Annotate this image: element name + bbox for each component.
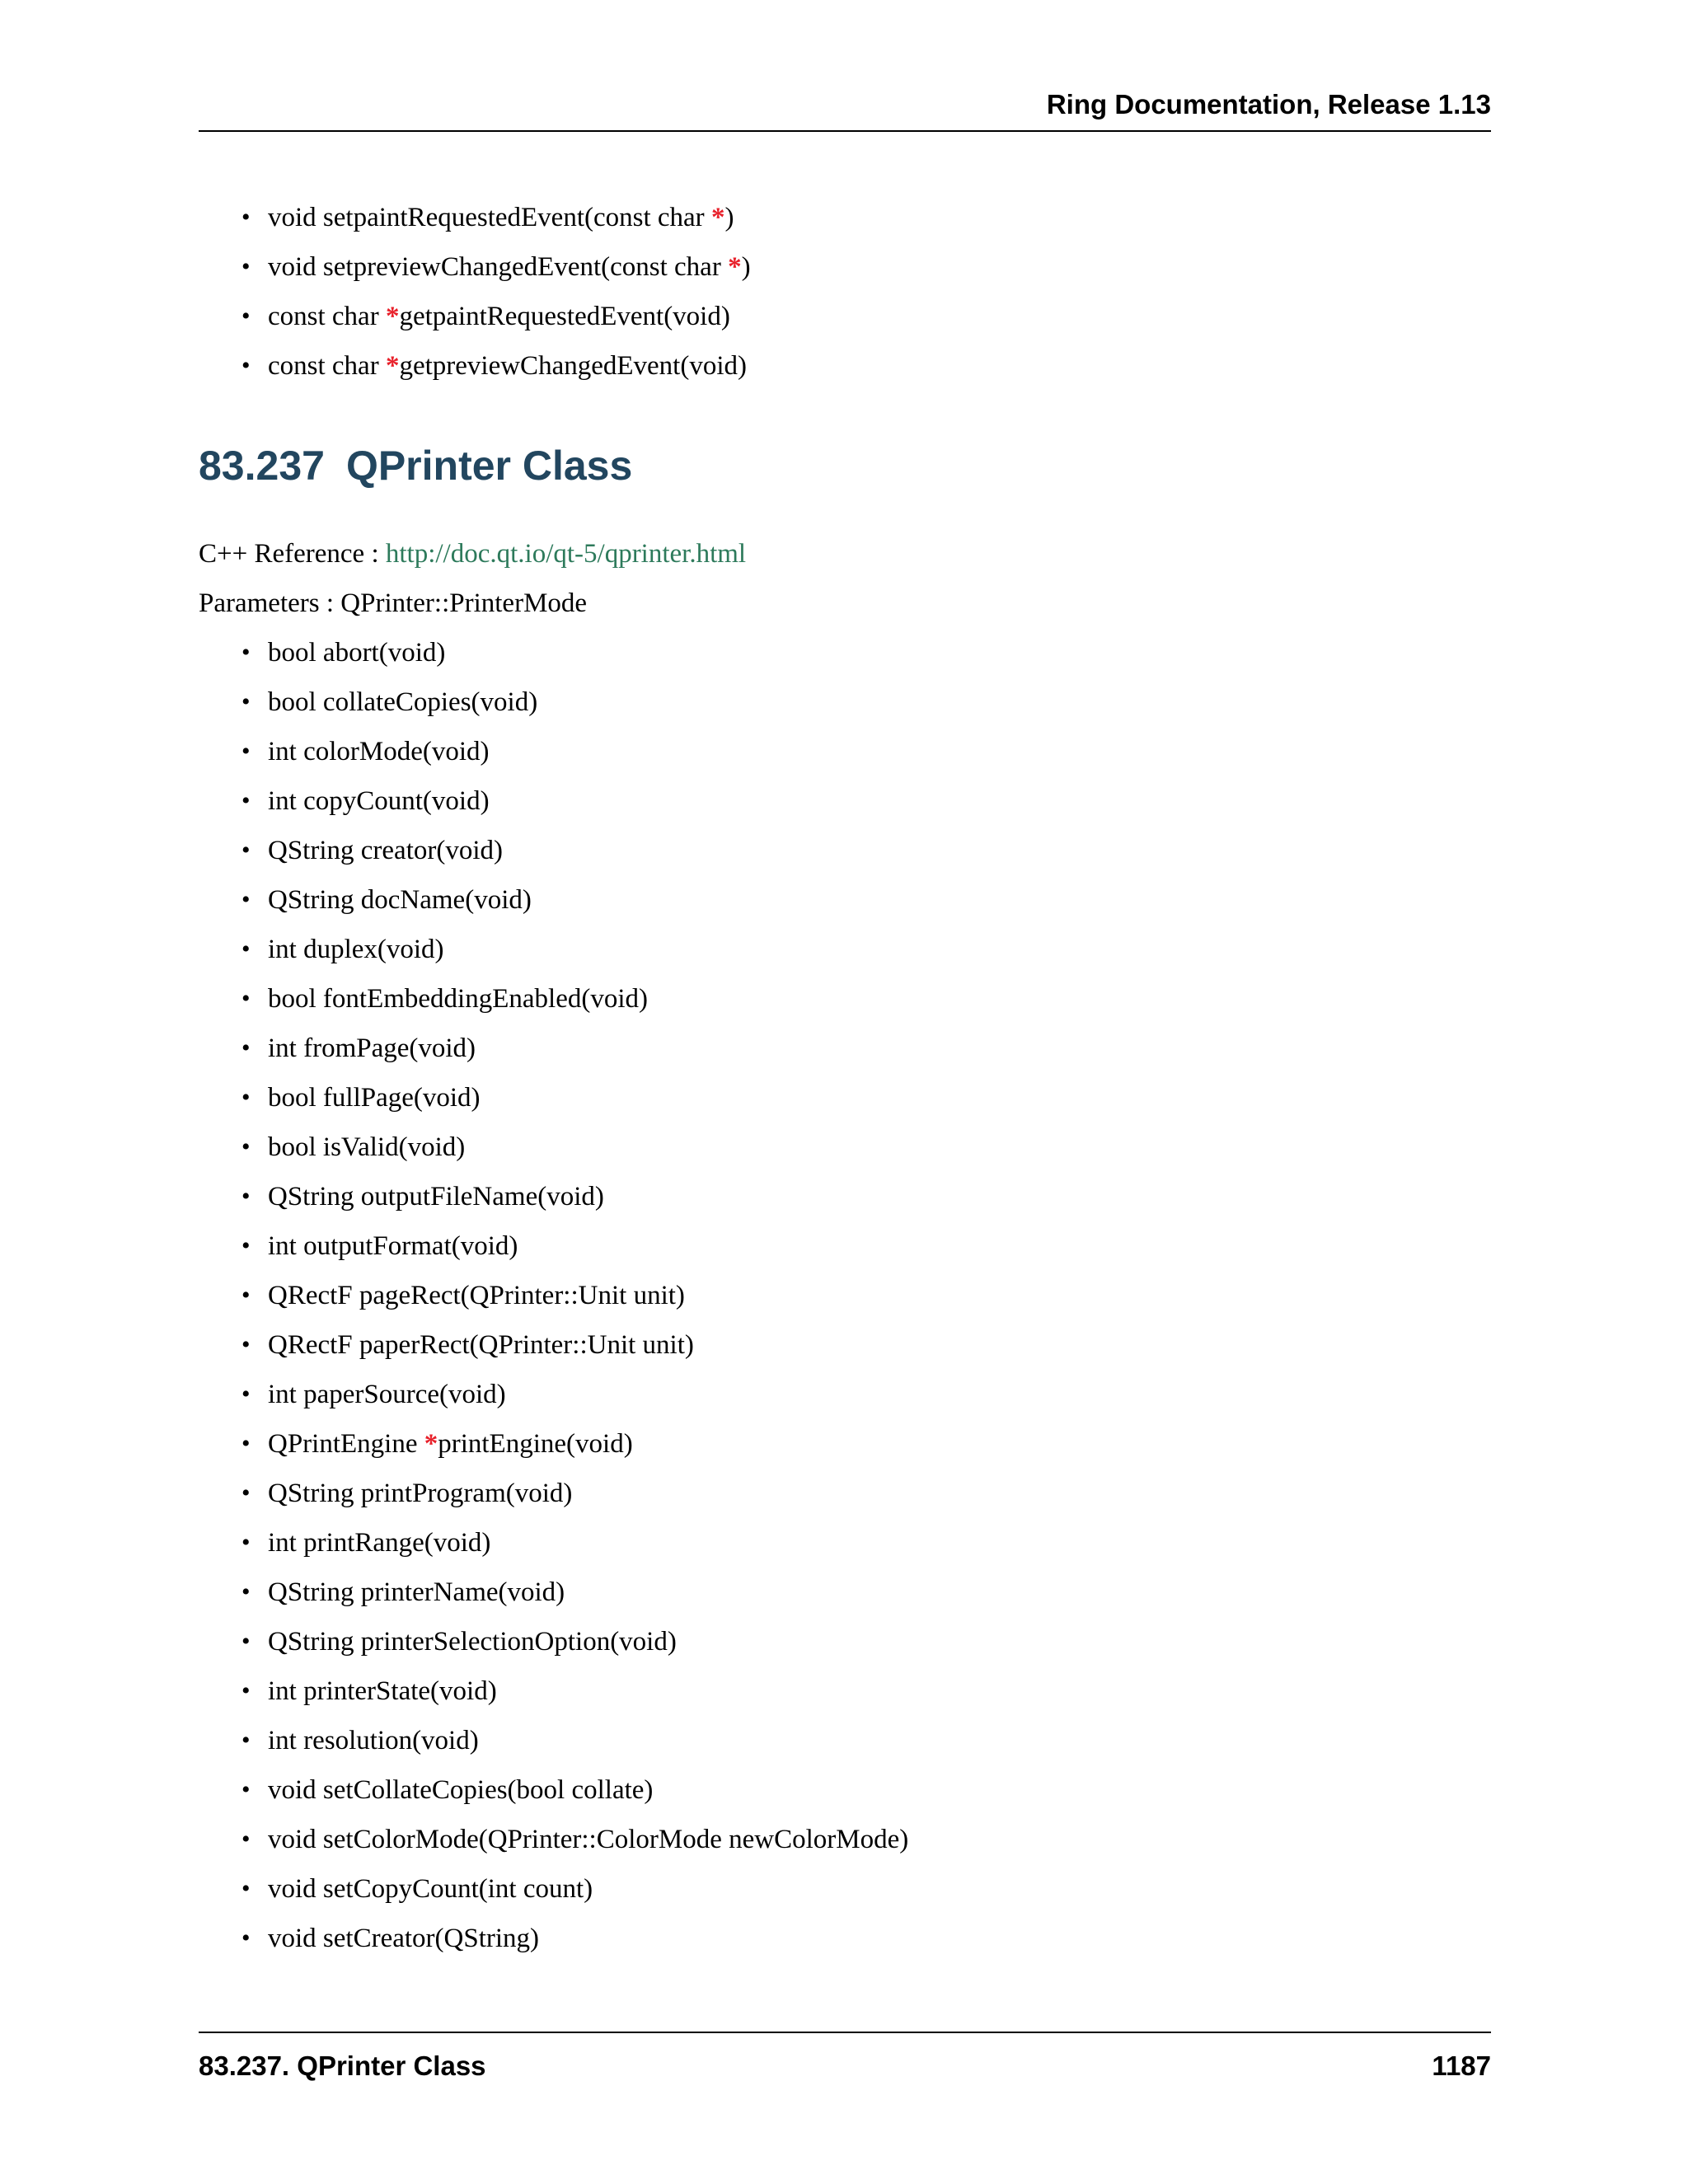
item-text: QString printerName(void) — [268, 1577, 565, 1607]
item-text-tail: ) — [724, 203, 734, 232]
list-item — [241, 1122, 908, 1172]
item-text: int resolution(void) — [268, 1726, 479, 1755]
item-text-tail: getpaintRequestedEvent(void) — [399, 302, 730, 331]
list-item — [241, 1568, 908, 1617]
item-text-tail: ) — [741, 252, 751, 282]
item-text: QRectF pageRect(QPrinter::Unit unit) — [268, 1281, 685, 1310]
item-text: int printRange(void) — [268, 1528, 491, 1558]
list-item — [241, 1617, 908, 1666]
item-text-tail: printEngine(void) — [438, 1429, 633, 1459]
item-text: const char — [268, 351, 386, 381]
method-list-continued — [241, 193, 751, 391]
item-text: bool fontEmbeddingEnabled(void) — [268, 984, 648, 1014]
item-text: void setpreviewChangedEvent(const char — [268, 252, 729, 282]
section-number: 83.237 — [199, 443, 325, 489]
item-text: QPrintEngine — [268, 1429, 424, 1459]
footer-section-label: 83.237. QPrinter Class — [199, 2050, 486, 2081]
item-text: void setpaintRequestedEvent(const char — [268, 203, 711, 232]
item-text: void setCreator(QString) — [268, 1924, 540, 1953]
item-text-tail: getpreviewChangedEvent(void) — [399, 351, 747, 381]
pointer-asterisk: * — [710, 203, 725, 232]
item-text: QString outputFileName(void) — [268, 1182, 604, 1212]
method-list — [241, 628, 908, 1963]
list-item — [241, 1172, 908, 1221]
item-text: bool abort(void) — [268, 638, 446, 668]
cpp-reference-line — [199, 529, 746, 579]
item-text: int colorMode(void) — [268, 737, 490, 766]
item-text: int duplex(void) — [268, 935, 444, 964]
cpp-reference-label: C++ Reference : — [199, 539, 386, 569]
list-item — [241, 974, 908, 1024]
list-item — [241, 1765, 908, 1815]
pointer-asterisk: * — [728, 252, 742, 282]
list-item — [241, 875, 908, 925]
list-item — [241, 1419, 908, 1469]
footer-page-number: 1187 — [1432, 2050, 1491, 2081]
list-item — [241, 1864, 908, 1914]
list-item — [241, 193, 751, 242]
item-text: int fromPage(void) — [268, 1033, 476, 1063]
list-item — [241, 1073, 908, 1122]
list-item — [241, 628, 908, 677]
item-text: void setCollateCopies(bool collate) — [268, 1775, 654, 1805]
list-item — [241, 242, 751, 292]
item-text: bool fullPage(void) — [268, 1083, 481, 1113]
pointer-asterisk: * — [385, 302, 400, 331]
list-item — [241, 341, 751, 391]
item-text: int printerState(void) — [268, 1676, 497, 1706]
item-text: int outputFormat(void) — [268, 1231, 518, 1261]
list-item — [241, 677, 908, 727]
parameters-line: Parameters : QPrinter::PrinterMode — [199, 588, 588, 618]
list-item — [241, 1221, 908, 1271]
item-text: QString docName(void) — [268, 885, 532, 915]
section-heading — [199, 437, 632, 494]
list-item — [241, 925, 908, 974]
list-item — [241, 1469, 908, 1518]
item-text: QString printProgram(void) — [268, 1479, 573, 1508]
header-title: Ring Documentation, Release 1.13 — [1046, 89, 1491, 120]
list-item — [241, 776, 908, 826]
pointer-asterisk: * — [385, 351, 400, 381]
item-text: void setCopyCount(int count) — [268, 1874, 593, 1904]
list-item — [241, 826, 908, 875]
cpp-reference-link[interactable]: http://doc.qt.io/qt-5/qprinter.html — [385, 539, 747, 569]
list-item — [241, 1370, 908, 1419]
item-text: int copyCount(void) — [268, 786, 490, 816]
item-text: QString creator(void) — [268, 836, 503, 865]
list-item — [241, 727, 908, 776]
item-text: QString printerSelectionOption(void) — [268, 1627, 677, 1657]
item-text: bool collateCopies(void) — [268, 687, 538, 717]
list-item — [241, 1518, 908, 1568]
list-item — [241, 292, 751, 341]
item-text: void setColorMode(QPrinter::ColorMode newColorMode) — [268, 1825, 909, 1854]
list-item — [241, 1271, 908, 1320]
running-header — [199, 89, 1491, 132]
list-item — [241, 1716, 908, 1765]
list-item — [241, 1914, 908, 1963]
running-footer — [199, 2032, 1491, 2083]
item-text: QRectF paperRect(QPrinter::Unit unit) — [268, 1330, 694, 1360]
item-text: int paperSource(void) — [268, 1380, 506, 1409]
list-item — [241, 1320, 908, 1370]
item-text: const char — [268, 302, 386, 331]
list-item — [241, 1024, 908, 1073]
list-item — [241, 1666, 908, 1716]
section-title-text: QPrinter Class — [345, 443, 633, 489]
list-item — [241, 1815, 908, 1864]
item-text: bool isValid(void) — [268, 1132, 466, 1162]
pointer-asterisk: * — [424, 1429, 438, 1459]
